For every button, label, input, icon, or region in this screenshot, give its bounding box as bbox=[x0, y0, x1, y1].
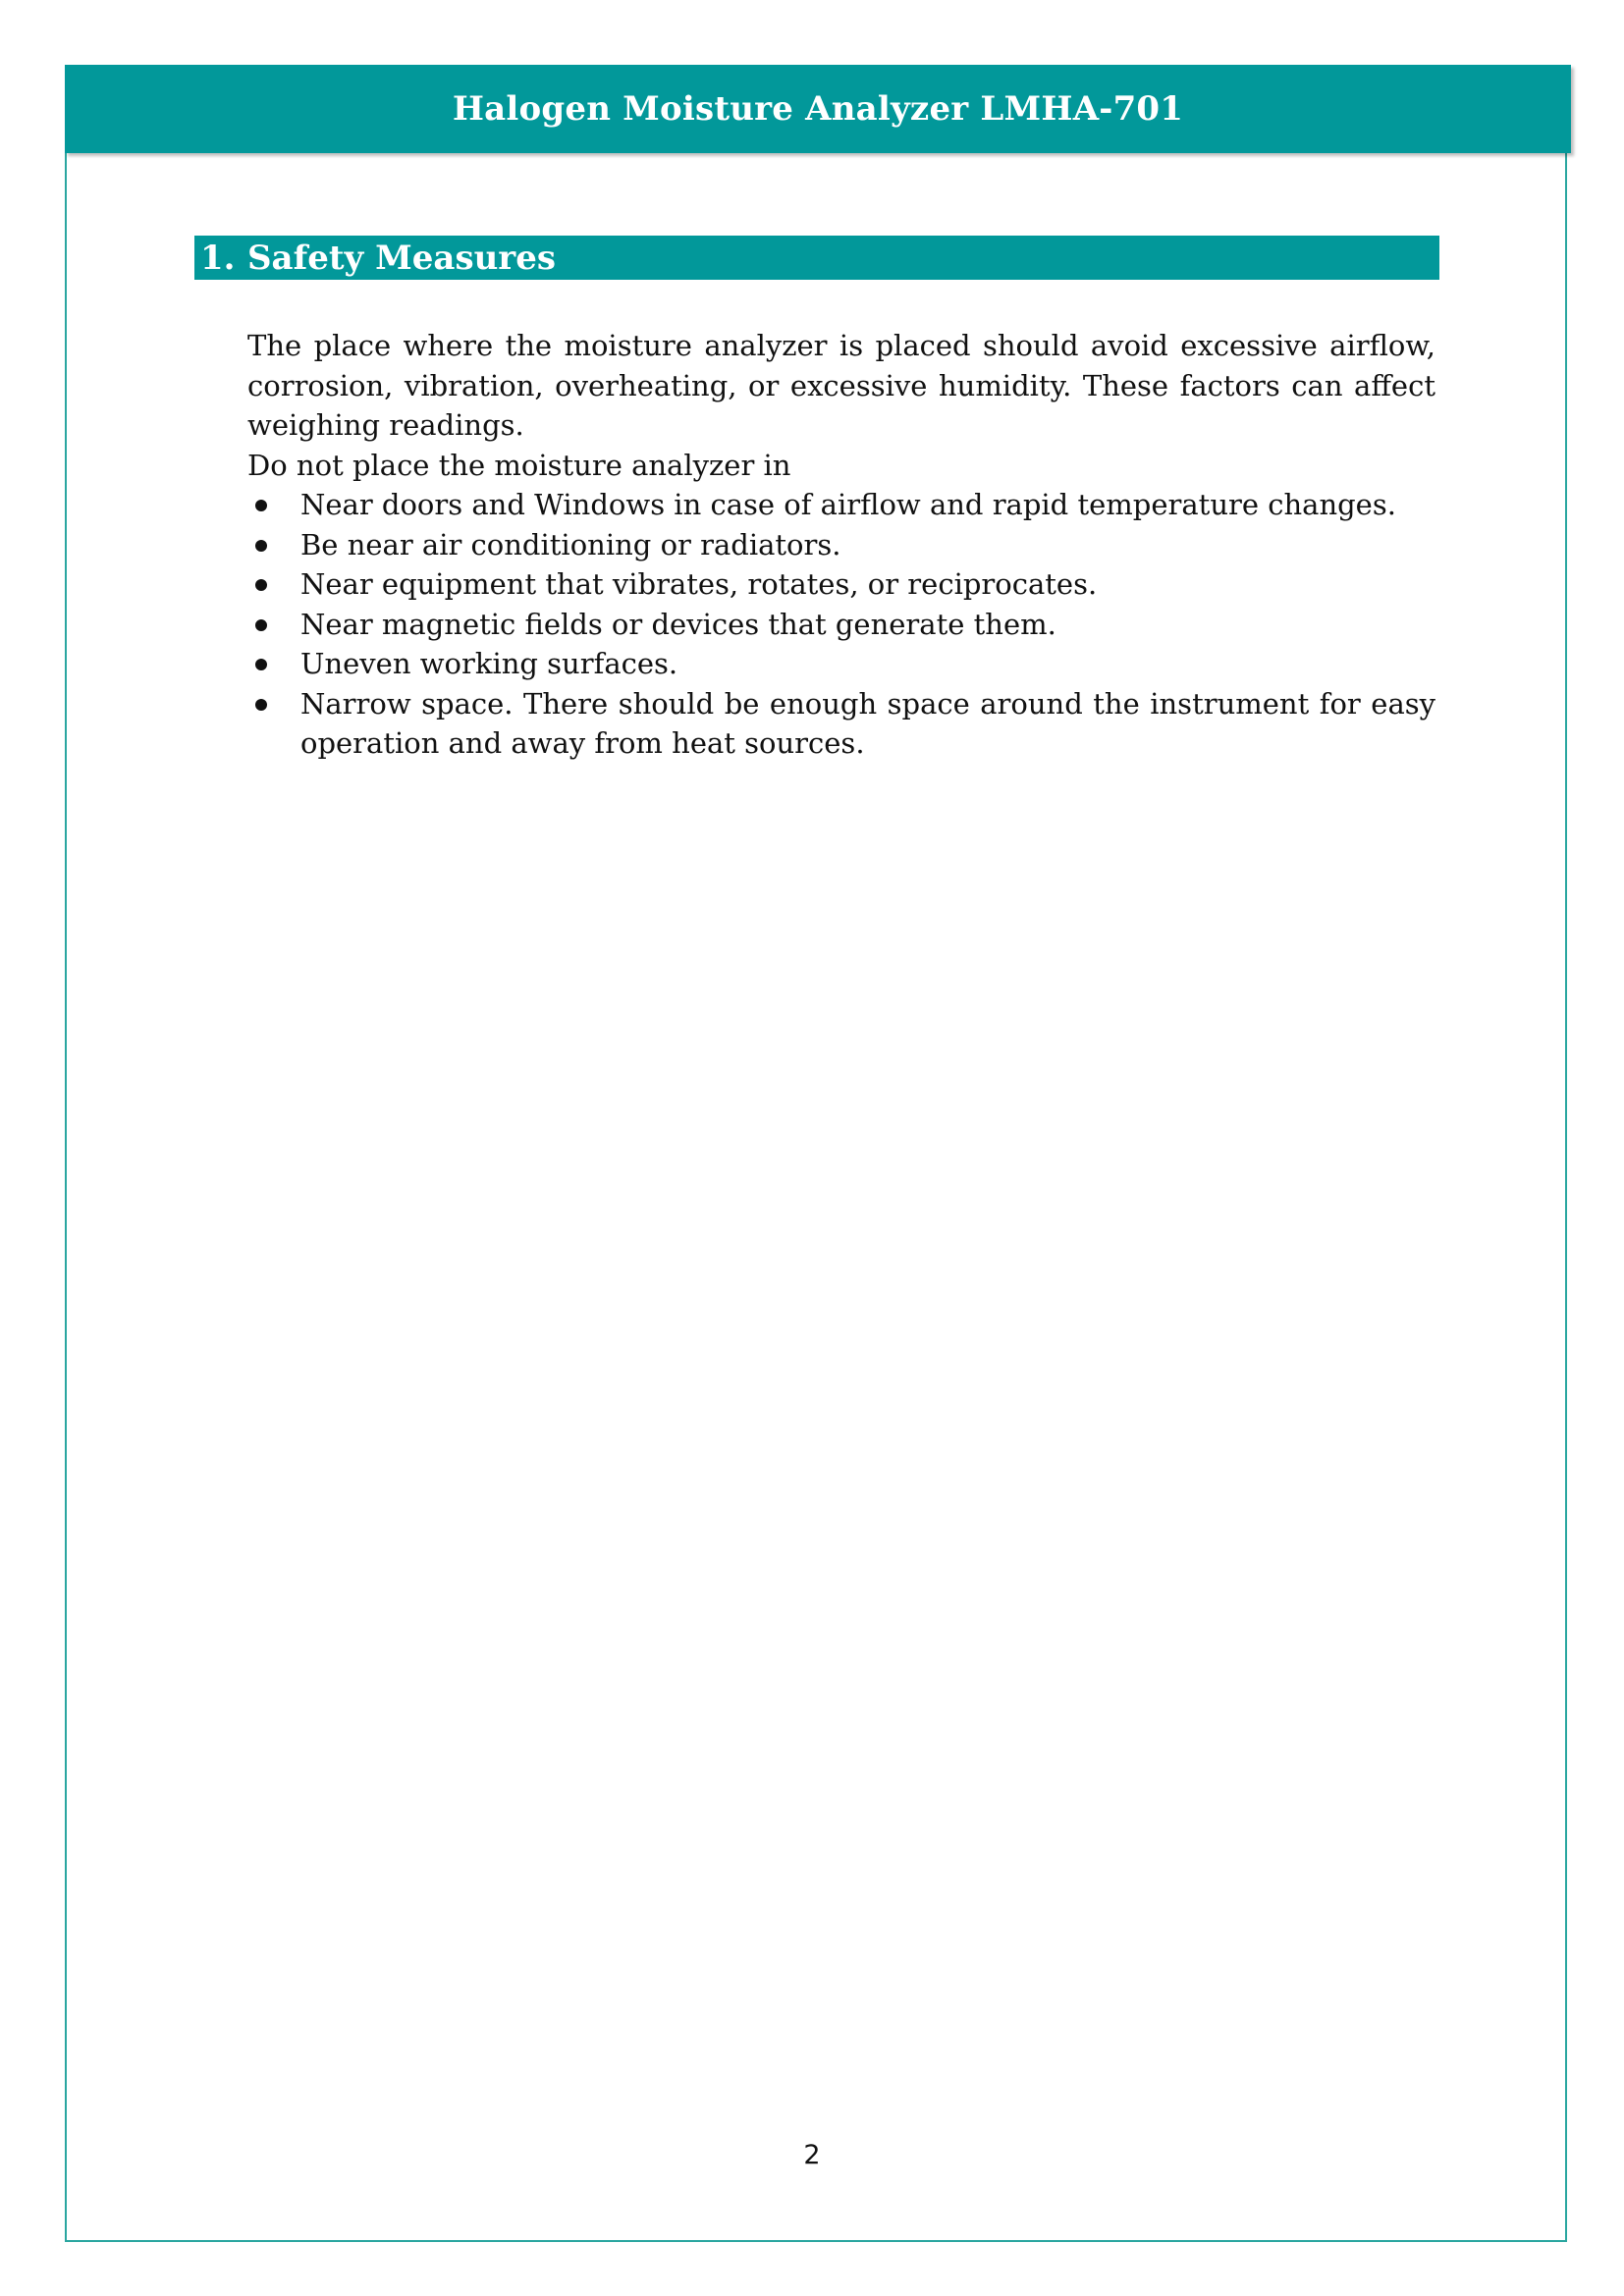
list-item-text: Near equipment that vibrates, rotates, or reciprocates. bbox=[300, 567, 1098, 601]
bullet-icon bbox=[255, 619, 267, 631]
document-title: Halogen Moisture Analyzer LMHA-701 bbox=[452, 89, 1184, 129]
list-item bbox=[247, 485, 1435, 525]
list-item bbox=[247, 644, 1435, 684]
intro-paragraph: The place where the moisture analyzer is placed should avoid excessive airflow, corrosion, vibration, overheating, or excessive humidity. These factors can affect weighing readings. bbox=[247, 329, 1435, 442]
bullet-icon bbox=[255, 699, 267, 711]
list-item-text: Narrow space. There should be enough space around the instrument for easy operation and away from heat sources. bbox=[300, 686, 1435, 760]
bullet-icon bbox=[255, 500, 267, 511]
bullet-icon bbox=[255, 659, 267, 670]
page-number: 2 bbox=[803, 2140, 821, 2170]
section-content bbox=[247, 326, 1435, 764]
section-number: 1. bbox=[200, 238, 236, 278]
header-bar bbox=[65, 65, 1571, 153]
section-heading bbox=[194, 236, 1439, 280]
list-item bbox=[247, 684, 1435, 764]
list-item bbox=[247, 605, 1435, 645]
bullet-icon bbox=[255, 540, 267, 552]
bullet-icon bbox=[255, 579, 267, 591]
list-item bbox=[247, 525, 1435, 565]
list-item-text: Be near air conditioning or radiators. bbox=[300, 527, 841, 561]
list-item-text: Uneven working surfaces. bbox=[300, 647, 678, 680]
list-item-text: Near doors and Windows in case of airflow and rapid temperature changes. bbox=[300, 488, 1396, 521]
list-item-text: Near magnetic fields or devices that generate them. bbox=[300, 607, 1056, 641]
list-lead: Do not place the moisture analyzer in bbox=[247, 448, 791, 482]
section-title: Safety Measures bbox=[247, 238, 556, 278]
bullet-list bbox=[247, 485, 1435, 764]
list-item bbox=[247, 564, 1435, 605]
